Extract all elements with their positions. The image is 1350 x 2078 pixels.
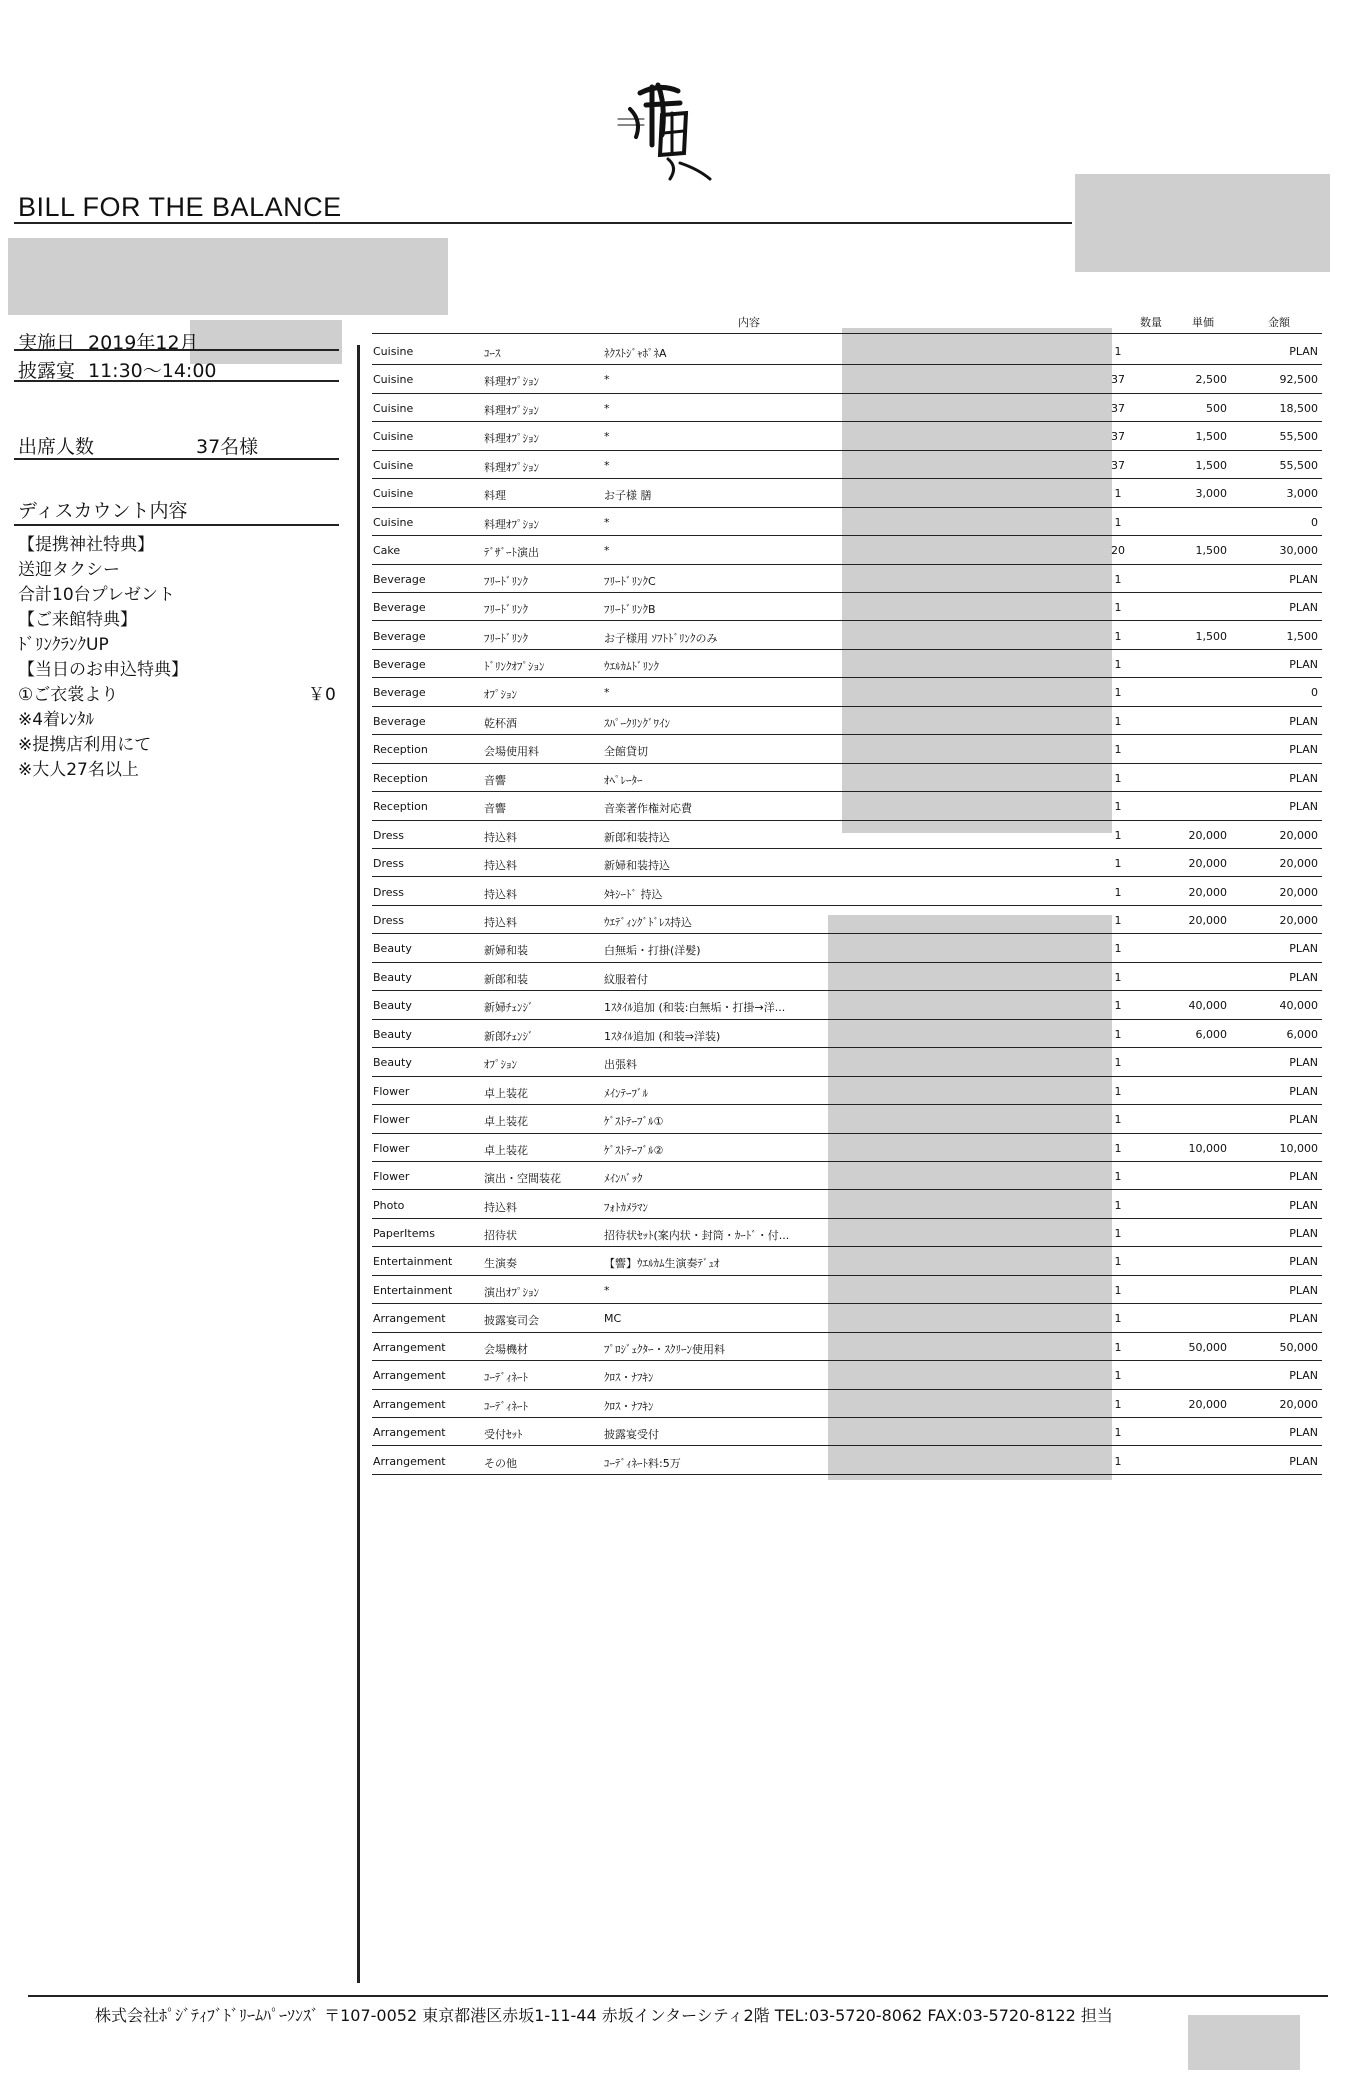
cell-item: 乾杯酒 [484, 716, 517, 730]
document-title: BILL FOR THE BALANCE [18, 192, 342, 222]
table-row [372, 365, 1322, 393]
cell-category: Cuisine [373, 458, 414, 472]
cell-amount: PLAN [1289, 1255, 1318, 1269]
cell-unit-price: 2,500 [1195, 373, 1227, 387]
cell-qty: 1 [1114, 1369, 1122, 1383]
cell-item: 音響 [484, 773, 506, 787]
cell-amount: PLAN [1289, 1056, 1318, 1070]
cell-amount: PLAN [1289, 1198, 1318, 1212]
cell-detail: * [604, 373, 610, 387]
discount-line: ①ご衣裳より [18, 685, 119, 705]
cell-detail: 1ｽﾀｲﾙ追加 (和装⇒洋装) [604, 1029, 721, 1043]
cell-unit-price: 1,500 [1195, 458, 1227, 472]
cell-detail: ｹﾞｽﾄﾃｰﾌﾞﾙ② [604, 1143, 664, 1157]
cell-category: Dress [373, 885, 404, 899]
cell-detail: ｸﾛｽ・ﾅﾌｷﾝ [604, 1371, 654, 1385]
table-row [372, 1447, 1322, 1475]
cell-qty: 1 [1114, 1454, 1122, 1468]
cell-detail: ｳｴﾙｶﾑﾄﾞﾘﾝｸ [604, 659, 659, 673]
cell-detail: ﾒｲﾝﾊﾞｯｸ [604, 1172, 643, 1186]
cell-item: 新婦和装 [484, 944, 528, 958]
cell-amount: 20,000 [1279, 885, 1318, 899]
cell-unit-price: 20,000 [1188, 885, 1227, 899]
cell-qty: 1 [1114, 771, 1122, 785]
cell-qty: 37 [1111, 458, 1125, 472]
cell-item: 生演奏 [484, 1257, 517, 1271]
cell-unit-price: 1,500 [1195, 629, 1227, 643]
cell-qty: 1 [1114, 1312, 1122, 1326]
cell-qty: 1 [1114, 828, 1122, 842]
cell-detail: 紋服着付 [604, 972, 648, 986]
cell-category: Beauty [373, 1056, 412, 1070]
cell-category: Flower [373, 1113, 410, 1127]
cell-amount: 20,000 [1279, 1397, 1318, 1411]
cell-amount: PLAN [1289, 345, 1318, 358]
redacted-block-top-right [1075, 174, 1330, 272]
cell-item: 料理 [484, 489, 506, 503]
cell-unit-price: 1,500 [1195, 430, 1227, 444]
cell-amount: PLAN [1289, 1226, 1318, 1240]
table-row [372, 821, 1322, 849]
cell-amount: 50,000 [1279, 1340, 1318, 1354]
cell-detail: ｳｴﾃﾞｨﾝｸﾞﾄﾞﾚｽ持込 [604, 916, 692, 929]
cell-detail: 1ｽﾀｲﾙ追加 (和装:白無垢・打掛→洋... [604, 1001, 786, 1015]
cell-amount: 92,500 [1279, 373, 1318, 387]
table-row [372, 707, 1322, 735]
table-row [372, 1276, 1322, 1304]
cell-category: Dress [373, 857, 404, 871]
cell-qty: 1 [1114, 487, 1122, 501]
cell-detail: ﾌﾘｰﾄﾞﾘﾝｸB [604, 603, 656, 617]
cell-detail: ｸﾛｽ・ﾅﾌｷﾝ [604, 1399, 654, 1413]
cell-detail: ﾒｲﾝﾃｰﾌﾞﾙ [604, 1086, 648, 1100]
cell-item: ﾃﾞｻﾞｰﾄ演出 [484, 546, 539, 560]
cell-amount: PLAN [1289, 657, 1318, 671]
cell-category: Arrangement [373, 1397, 446, 1411]
cell-qty: 20 [1111, 544, 1125, 558]
cell-item: 演出・空間装花 [484, 1172, 561, 1186]
cell-amount: 20,000 [1279, 828, 1318, 842]
cell-item: ﾄﾞﾘﾝｸｵﾌﾟｼｮﾝ [484, 659, 545, 673]
cell-detail: ﾀｷｼｰﾄﾞ 持込 [604, 887, 663, 901]
cell-detail: * [604, 515, 610, 529]
discount-line: 【当日のお申込特典】 [18, 660, 188, 680]
cell-item: 卓上装花 [484, 1143, 528, 1157]
table-row [372, 878, 1322, 906]
table-row [372, 422, 1322, 450]
cell-qty: 1 [1114, 1283, 1122, 1297]
cell-detail: 披露宴受付 [604, 1428, 659, 1442]
table-header-rule [372, 333, 1322, 334]
table-row [372, 337, 1322, 365]
cell-category: Reception [373, 800, 428, 814]
cell-item: 持込料 [484, 859, 517, 873]
cell-detail: ｺｰﾃﾞｨﾈｰﾄ料:5万 [604, 1456, 681, 1470]
cell-item: 新郎和装 [484, 972, 528, 986]
header-amount: 金額 [1268, 316, 1290, 329]
cell-item: 持込料 [484, 916, 517, 929]
cell-category: Cuisine [373, 345, 414, 358]
cell-qty: 1 [1114, 1397, 1122, 1411]
cell-item: ｵﾌﾟｼｮﾝ [484, 1058, 517, 1072]
cell-qty: 1 [1114, 515, 1122, 529]
cell-qty: 1 [1114, 1084, 1122, 1098]
cell-unit-price: 6,000 [1195, 1027, 1227, 1041]
cell-item: ﾌﾘｰﾄﾞﾘﾝｸ [484, 574, 528, 588]
cell-amount: 20,000 [1279, 914, 1318, 927]
cell-category: Cuisine [373, 487, 414, 501]
cell-item: 持込料 [484, 830, 517, 844]
reception-time: 11:30～14:00 [88, 360, 217, 382]
cell-qty: 1 [1114, 629, 1122, 643]
cell-qty: 1 [1114, 1056, 1122, 1070]
cell-amount: 55,500 [1279, 458, 1318, 472]
table-row [372, 394, 1322, 422]
cell-category: Beverage [373, 629, 426, 643]
cell-unit-price: 20,000 [1188, 1397, 1227, 1411]
table-row [372, 451, 1322, 479]
cell-item: 音響 [484, 802, 506, 816]
table-row [372, 1333, 1322, 1361]
cell-detail: 新婦和装持込 [604, 859, 670, 873]
cell-detail: * [604, 430, 610, 444]
table-row [372, 1191, 1322, 1219]
cell-amount: PLAN [1289, 572, 1318, 586]
cell-item: 受付ｾｯﾄ [484, 1428, 523, 1442]
table-row [372, 508, 1322, 536]
cell-item: ｺｰｽ [484, 347, 501, 360]
cell-item: その他 [484, 1456, 517, 1470]
date-label: 実施日 [18, 332, 76, 354]
cell-category: Beverage [373, 686, 426, 700]
cell-qty: 1 [1114, 601, 1122, 615]
table-row [372, 1361, 1322, 1389]
table-row [372, 934, 1322, 962]
cell-category: Beverage [373, 601, 426, 615]
cell-unit-price: 40,000 [1188, 999, 1227, 1013]
cell-category: Cuisine [373, 401, 414, 415]
attendees-label: 出席人数 [18, 436, 95, 458]
cell-amount: PLAN [1289, 1084, 1318, 1098]
cell-detail: * [604, 544, 610, 558]
cell-amount: 18,500 [1279, 401, 1318, 415]
cell-qty: 37 [1111, 401, 1125, 415]
cell-qty: 1 [1114, 1226, 1122, 1240]
cell-amount: PLAN [1289, 942, 1318, 956]
cell-category: PaperItems [373, 1226, 435, 1240]
cell-qty: 1 [1114, 857, 1122, 871]
cell-amount: PLAN [1289, 800, 1318, 814]
cell-qty: 1 [1114, 1113, 1122, 1127]
cell-category: Entertainment [373, 1283, 453, 1297]
table-row [372, 1048, 1322, 1076]
cell-detail: お子様用 ｿﾌﾄﾄﾞﾘﾝｸのみ [604, 631, 718, 645]
cell-item: ﾌﾘｰﾄﾞﾘﾝｸ [484, 631, 528, 645]
cell-unit-price: 20,000 [1188, 828, 1227, 842]
discount-line: 【ご来館特典】 [18, 610, 137, 630]
discount-line: ※4着ﾚﾝﾀﾙ [18, 710, 95, 730]
cell-amount: 30,000 [1279, 544, 1318, 558]
footer-company-info: 株式会社ﾎﾟｼﾞﾃｨﾌﾞﾄﾞﾘｰﾑﾊﾟｰｿﾝｽﾞ 〒107-0052 東京都港区赤坂1-11-44 赤坂インターシティ2階 TEL:03-5720-8062 FAX:03-5720-8122 担当 [95, 2006, 1113, 2025]
cell-category: Cuisine [373, 430, 414, 444]
reception-label: 披露宴 [18, 360, 76, 382]
cell-item: 料理ｵﾌﾟｼｮﾝ [484, 375, 539, 389]
discount-underline [14, 524, 339, 526]
cell-detail: * [604, 686, 610, 700]
cell-detail: 新郎和装持込 [604, 830, 670, 844]
table-row [372, 849, 1322, 877]
date-value: 2019年12月 [88, 332, 199, 354]
cell-category: Beauty [373, 942, 412, 956]
cell-amount: 55,500 [1279, 430, 1318, 444]
cell-amount: PLAN [1289, 1170, 1318, 1184]
cell-qty: 1 [1114, 999, 1122, 1013]
discount-line: ﾄﾞﾘﾝｸﾗﾝｸUP [18, 635, 109, 655]
cell-item: 卓上装花 [484, 1086, 528, 1100]
cell-item: 持込料 [484, 887, 517, 901]
table-row [372, 991, 1322, 1019]
cell-amount: PLAN [1289, 601, 1318, 615]
cell-category: Beverage [373, 657, 426, 671]
table-row [372, 764, 1322, 792]
cell-detail: ﾌｫﾄｶﾒﾗﾏﾝ [604, 1200, 648, 1214]
cell-category: Reception [373, 743, 428, 757]
cell-item: 演出ｵﾌﾟｼｮﾝ [484, 1285, 539, 1299]
cell-category: Reception [373, 771, 428, 785]
cell-item: 招待状 [484, 1228, 517, 1242]
panel-divider [357, 345, 360, 1983]
header-unit-price: 単価 [1192, 316, 1214, 329]
discount-heading: ディスカウント内容 [18, 500, 188, 522]
cell-qty: 1 [1114, 1027, 1122, 1041]
table-row [372, 1020, 1322, 1048]
reception-underline [14, 380, 339, 382]
cell-detail: 招待状ｾｯﾄ(案内状・封筒・ｶｰﾄﾞ・付... [604, 1228, 790, 1242]
cell-detail: 出張料 [604, 1058, 637, 1072]
table-row [372, 622, 1322, 650]
cell-unit-price: 20,000 [1188, 857, 1227, 871]
date-underline [14, 349, 339, 351]
cell-category: Flower [373, 1084, 410, 1098]
cell-category: Arrangement [373, 1312, 446, 1326]
cell-item: 料理ｵﾌﾟｼｮﾝ [484, 460, 539, 474]
table-row [372, 1390, 1322, 1418]
cell-amount: PLAN [1289, 1113, 1318, 1127]
table-row [372, 1162, 1322, 1190]
cell-unit-price: 50,000 [1188, 1340, 1227, 1354]
table-row [372, 479, 1322, 507]
table-row [372, 678, 1322, 706]
cell-category: Entertainment [373, 1255, 453, 1269]
cell-detail: 全館貸切 [604, 745, 648, 759]
cell-category: Flower [373, 1141, 410, 1155]
table-row [372, 1219, 1322, 1247]
table-row [372, 1247, 1322, 1275]
cell-category: Cuisine [373, 373, 414, 387]
cell-detail: ｵﾍﾟﾚｰﾀｰ [604, 773, 643, 787]
cell-detail: * [604, 401, 610, 415]
cell-amount: 0 [1311, 686, 1318, 700]
cell-item: ｵﾌﾟｼｮﾝ [484, 688, 517, 702]
cell-qty: 1 [1114, 1198, 1122, 1212]
attendees-value: 37名様 [196, 436, 259, 458]
cell-qty: 1 [1114, 714, 1122, 728]
cell-amount: PLAN [1289, 714, 1318, 728]
cell-item: 卓上装花 [484, 1115, 528, 1129]
cell-item: 料理ｵﾌﾟｼｮﾝ [484, 403, 539, 417]
cell-detail: MC [604, 1312, 622, 1326]
cell-amount: PLAN [1289, 1283, 1318, 1297]
cell-qty: 1 [1114, 885, 1122, 899]
cell-detail: * [604, 458, 610, 472]
cell-qty: 1 [1114, 345, 1122, 358]
footer-rule [28, 1995, 1328, 1997]
cell-category: Beverage [373, 714, 426, 728]
attendees-underline [14, 458, 339, 460]
cell-category: Arrangement [373, 1369, 446, 1383]
cell-category: Photo [373, 1198, 405, 1212]
redacted-block-staff [1188, 2015, 1300, 2070]
cell-qty: 1 [1114, 1141, 1122, 1155]
cell-amount: PLAN [1289, 1312, 1318, 1326]
cell-unit-price: 1,500 [1195, 544, 1227, 558]
cell-qty: 1 [1114, 942, 1122, 956]
header-qty: 数量 [1140, 316, 1162, 329]
table-row [372, 1077, 1322, 1105]
discount-line: 【提携神社特典】 [18, 535, 154, 555]
cell-amount: 10,000 [1279, 1141, 1318, 1155]
cell-category: Flower [373, 1170, 410, 1184]
discount-line: 合計10台プレゼント [18, 585, 175, 605]
table-row [372, 1418, 1322, 1446]
cell-amount: 20,000 [1279, 857, 1318, 871]
cell-category: Arrangement [373, 1426, 446, 1440]
cell-detail: * [604, 1283, 610, 1297]
cell-item: 会場機材 [484, 1342, 528, 1356]
cell-category: Arrangement [373, 1454, 446, 1468]
cell-unit-price: 3,000 [1195, 487, 1227, 501]
cell-item: 披露宴司会 [484, 1314, 539, 1328]
cell-qty: 1 [1114, 1340, 1122, 1354]
cell-qty: 1 [1114, 1255, 1122, 1269]
cell-detail: ﾌﾘｰﾄﾞﾘﾝｸC [604, 574, 656, 588]
cell-item: 新郎ﾁｪﾝｼﾞ [484, 1029, 534, 1043]
cell-amount: PLAN [1289, 970, 1318, 984]
cell-qty: 1 [1114, 1170, 1122, 1184]
cell-category: Dress [373, 914, 404, 927]
cell-amount: PLAN [1289, 771, 1318, 785]
cell-qty: 1 [1114, 686, 1122, 700]
redacted-block-name [8, 238, 448, 315]
cell-qty: 37 [1111, 373, 1125, 387]
cell-detail: ﾌﾟﾛｼﾞｪｸﾀｰ・ｽｸﾘｰﾝ使用料 [604, 1342, 725, 1356]
table-row [372, 593, 1322, 621]
cell-amount: PLAN [1289, 1426, 1318, 1440]
cell-category: Beverage [373, 572, 426, 586]
cell-category: Beauty [373, 970, 412, 984]
title-rule [14, 222, 1072, 224]
cell-detail: ﾈｸｽﾄｼﾞｬﾎﾟﾈA [604, 347, 667, 360]
cell-item: ｺｰﾃﾞｨﾈｰﾄ [484, 1399, 528, 1413]
table-row [372, 1304, 1322, 1332]
table-row [372, 650, 1322, 678]
cell-detail: 【響】ｳｴﾙｶﾑ生演奏ﾃﾞｭｵ [604, 1257, 720, 1271]
table-row [372, 1105, 1322, 1133]
discount-line: 送迎タクシー [18, 560, 120, 580]
cell-amount: 0 [1311, 515, 1318, 529]
cell-category: Beauty [373, 999, 412, 1013]
row-rule [372, 1474, 1322, 1475]
table-row [372, 536, 1322, 564]
cell-item: 料理ｵﾌﾟｼｮﾝ [484, 432, 539, 446]
table-row [372, 792, 1322, 820]
cell-qty: 1 [1114, 743, 1122, 757]
cell-category: Dress [373, 828, 404, 842]
table-row [372, 565, 1322, 593]
cell-amount: 3,000 [1286, 487, 1318, 501]
table-row [372, 963, 1322, 991]
cell-qty: 1 [1114, 800, 1122, 814]
cell-item: 料理ｵﾌﾟｼｮﾝ [484, 517, 539, 531]
cell-amount: 6,000 [1286, 1027, 1318, 1041]
cell-unit-price: 20,000 [1188, 914, 1227, 927]
cell-detail: ｽﾊﾟｰｸﾘﾝｸﾞﾜｲﾝ [604, 716, 670, 730]
cell-unit-price: 500 [1206, 401, 1227, 415]
cell-amount: PLAN [1289, 743, 1318, 757]
cell-qty: 1 [1114, 914, 1122, 927]
table-row [372, 906, 1322, 934]
cell-qty: 1 [1114, 1426, 1122, 1440]
cell-amount: 40,000 [1279, 999, 1318, 1013]
cell-category: Cake [373, 544, 401, 558]
cell-qty: 1 [1114, 970, 1122, 984]
cell-amount: PLAN [1289, 1454, 1318, 1468]
cell-item: ﾌﾘｰﾄﾞﾘﾝｸ [484, 603, 528, 617]
cell-detail: 音楽著作権対応費 [604, 802, 692, 816]
cell-item: 会場使用料 [484, 745, 539, 759]
discount-line: ※提携店利用にて [18, 735, 152, 755]
cell-unit-price: 10,000 [1188, 1141, 1227, 1155]
header-content: 内容 [738, 316, 760, 329]
discount-amount: ￥0 [308, 685, 336, 705]
cell-qty: 1 [1114, 657, 1122, 671]
cell-category: Beauty [373, 1027, 412, 1041]
table-row [372, 1134, 1322, 1162]
brand-logo [600, 75, 740, 190]
cell-item: ｺｰﾃﾞｨﾈｰﾄ [484, 1371, 528, 1385]
cell-detail: お子様 膳 [604, 489, 652, 503]
cell-amount: 1,500 [1286, 629, 1318, 643]
cell-qty: 1 [1114, 572, 1122, 586]
cell-item: 持込料 [484, 1200, 517, 1214]
cell-amount: PLAN [1289, 1369, 1318, 1383]
cell-detail: ｹﾞｽﾄﾃｰﾌﾞﾙ① [604, 1115, 664, 1129]
discount-line: ※大人27名以上 [18, 760, 139, 780]
cell-qty: 37 [1111, 430, 1125, 444]
cell-detail: 白無垢・打掛(洋髪) [604, 944, 701, 958]
cell-item: 新婦ﾁｪﾝｼﾞ [484, 1001, 534, 1015]
cell-category: Cuisine [373, 515, 414, 529]
table-row [372, 735, 1322, 763]
cell-category: Arrangement [373, 1340, 446, 1354]
